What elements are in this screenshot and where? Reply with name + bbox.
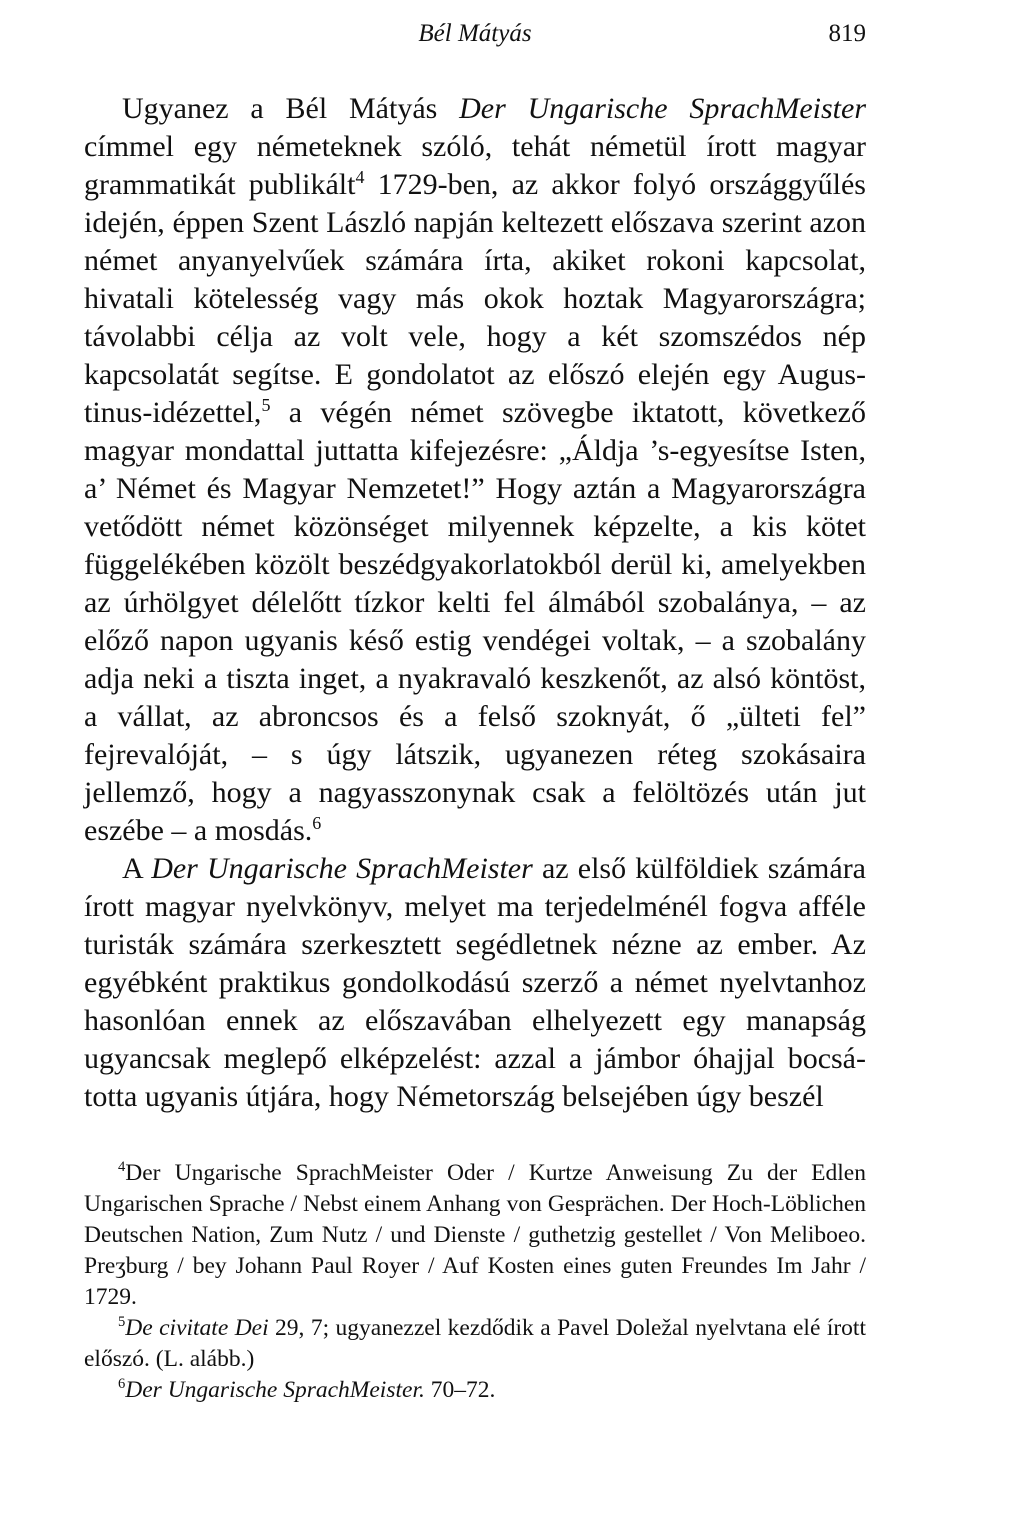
footnotes	[84, 1158, 866, 1406]
page-header	[84, 18, 866, 70]
footnote	[84, 1313, 866, 1375]
text-run: a végén német szövegbe iktatott, következő magyar mondattal juttatta kifejezésre: „Áldja ’s-egyesítse Isten, a’ Német és Magyar Nemzetet!” Hogy aztán a Magyarországra vetődött német közönséget milyennek képzelte, a kis kötet függelékében közölt beszédgyakorlatokból derül ki, amelyekben az úrhölgyet délelőtt tízkor kelti fel álmából szobalánya, – az előző napon ugyanis késő estig vendégei voltak, – a szobalány adja neki a tiszta inget, a nyakravaló keszkenőt, az alsó köntöst, a vállat, az abroncsos és a felső szoknyát, ő „ülteti fel” fejrevalóját, – s úgy látszik, ugyanezen réteg szokásaira jellemző, hogy a nagyasszonynak csak a felöltözés után jut eszébe – a mosdás.	[84, 396, 866, 847]
text-run: az első külföldiek számára írott magyar nyelvkönyv, melyet ma terjedelménél fogva afféle turisták számára szerkesztett segédletnek nézne az ember. Az egyébként praktikus gondolkodású szerző a német nyelvtanhoz hasonlóan ennek az előszavában elhelyezett egy manapság ugyancsak meglepő elképzelést: azzal a jámbor óhajjal bocsátotta ugyanis útjára, hogy Németország belsejében úgy beszél	[84, 852, 866, 1113]
footnote-reference: 4	[355, 167, 365, 187]
footnote	[84, 1158, 866, 1313]
footnote-mark: 6	[118, 1376, 126, 1393]
paragraph	[84, 850, 866, 1116]
italic-title: Der Ungarische SprachMeister.	[125, 1377, 425, 1403]
paragraph	[84, 90, 866, 850]
text-run: 29, 7; ugyanezzel kezdődik a Pavel Doležal nyelvtana elé írott előszó. (L. alább.)	[84, 1315, 866, 1372]
text-run: címmel egy németeknek szóló, tehát németül írott magyar grammatikát publikált	[84, 130, 866, 201]
text-run: Ugyanez a Bél Mátyás	[122, 92, 460, 125]
text-run: 1729-ben, az akkor folyó országgyűlés idején, éppen Szent László napján keltezett előszava szerint azon német anyanyelvűek számára írta, akiket rokoni kapcsolat, hivatali kötelesség vagy más okok hoztak Magyarországra; távolabbi célja az volt vele, hogy a két szomszédos nép kapcsolatát segítse. E gondolatot az előszó elején egy Augustinus-idézettel,	[84, 168, 866, 429]
text-run: 70–72.	[424, 1377, 496, 1403]
italic-title: Der Ungarische SprachMeister	[459, 92, 866, 125]
running-title: Bél Mátyás	[418, 20, 532, 47]
text-run: Der Ungarische SprachMeister Oder / Kurtze Anweisung Zu der Edlen Ungarischen Sprache / Nebst einem Anhang von Gesprächen. Der Hoch-Löblichen Deutschen Nation, Zum Nutz / und Dienste / guthetzig gestellet / Von Meliboeo. Preʒburg / bey Johann Paul Royer / Auf Kosten eines guten Freundes Im Jahr / 1729.	[84, 1160, 866, 1310]
footnote-reference: 6	[312, 813, 322, 833]
footnote-reference: 5	[261, 395, 271, 415]
text-run: A	[122, 852, 152, 885]
footnote	[84, 1375, 866, 1406]
italic-title: Der Ungarische SprachMeister	[151, 852, 533, 885]
body-text	[84, 90, 866, 1116]
page-number: 819	[828, 20, 866, 47]
book-page	[84, 18, 866, 1406]
footnote-mark: 5	[118, 1314, 126, 1331]
italic-title: De civitate Dei	[125, 1315, 269, 1341]
footnote-mark: 4	[118, 1159, 126, 1176]
